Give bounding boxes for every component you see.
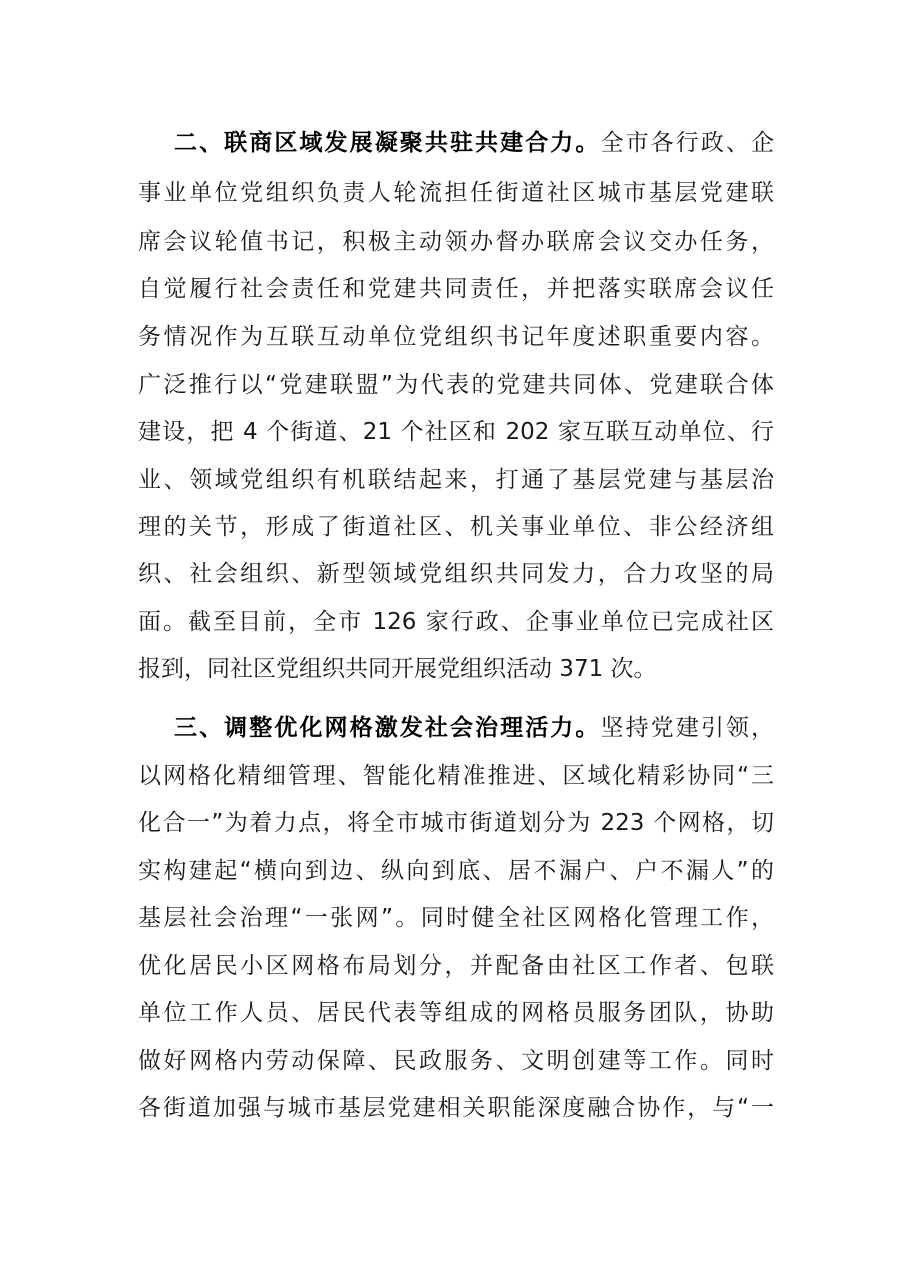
section2-line-3: 席会议轮值书记，积极主动领办督办联席会议交办任务，	[138, 229, 774, 255]
section2-line-12: 报到，同社区党组织共同开展党组织活动 371 次。	[138, 656, 657, 682]
section2-line-6: 广泛推行以“党建联盟”为代表的党建共同体、党建联合体	[138, 372, 774, 398]
section2-line-7: 建设，把 4 个街道、21 个社区和 202 家互联互动单位、行	[138, 419, 774, 445]
section2-line-11: 面。截至目前，全市 126 家行政、企事业单位已完成社区	[138, 609, 774, 635]
section2-line-5: 务情况作为互联互动单位党组织书记年度述职重要内容。	[138, 324, 774, 350]
section2-line-9: 理的关节，形成了街道社区、机关事业单位、非公经济组	[138, 514, 774, 540]
section3-line-4: 实构建起“横向到边、纵向到底、居不漏户、户不漏人”的	[138, 858, 774, 884]
section2-line-10: 织、社会组织、新型领域党组织共同发力，合力攻坚的局	[138, 561, 774, 587]
section3-line-6: 优化居民小区网格布局划分，并配备由社区工作者、包联	[138, 953, 774, 979]
section2-line-4: 自觉履行社会责任和党建共同责任，并把落实联席会议任	[138, 276, 774, 302]
section3-line-5: 基层社会治理“一张网”。同时健全社区网格化管理工作，	[138, 905, 774, 931]
section3-heading: 三、调整优化网格激发社会治理活力。	[174, 715, 601, 741]
section2-line-1	[174, 128, 774, 158]
section3-line-3: 化合一”为着力点，将全市城市街道划分为 223 个网格，切	[138, 810, 774, 836]
section3-line-8: 做好网格内劳动保障、民政服务、文明创建等工作。同时	[138, 1048, 774, 1074]
section2-heading: 二、联商区域发展凝聚共驻共建合力。	[174, 130, 601, 156]
section2-text: 全市各行政、企	[600, 130, 775, 156]
section3-line-2: 以网格化精细管理、智能化精准推进、区域化精彩协同“三	[138, 763, 774, 789]
section3-line-1	[174, 713, 774, 743]
section3-text: 坚持党建引领，	[600, 715, 775, 741]
section3-line-9: 各街道加强与城市基层党建相关职能深度融合协作，与“一	[138, 1095, 774, 1121]
section3-line-7: 单位工作人员、居民代表等组成的网格员服务团队，协助	[138, 1000, 774, 1026]
section2-line-8: 业、领域党组织有机联结起来，打通了基层党建与基层治	[138, 467, 774, 493]
section2-line-2: 事业单位党组织负责人轮流担任街道社区城市基层党建联	[138, 180, 774, 206]
